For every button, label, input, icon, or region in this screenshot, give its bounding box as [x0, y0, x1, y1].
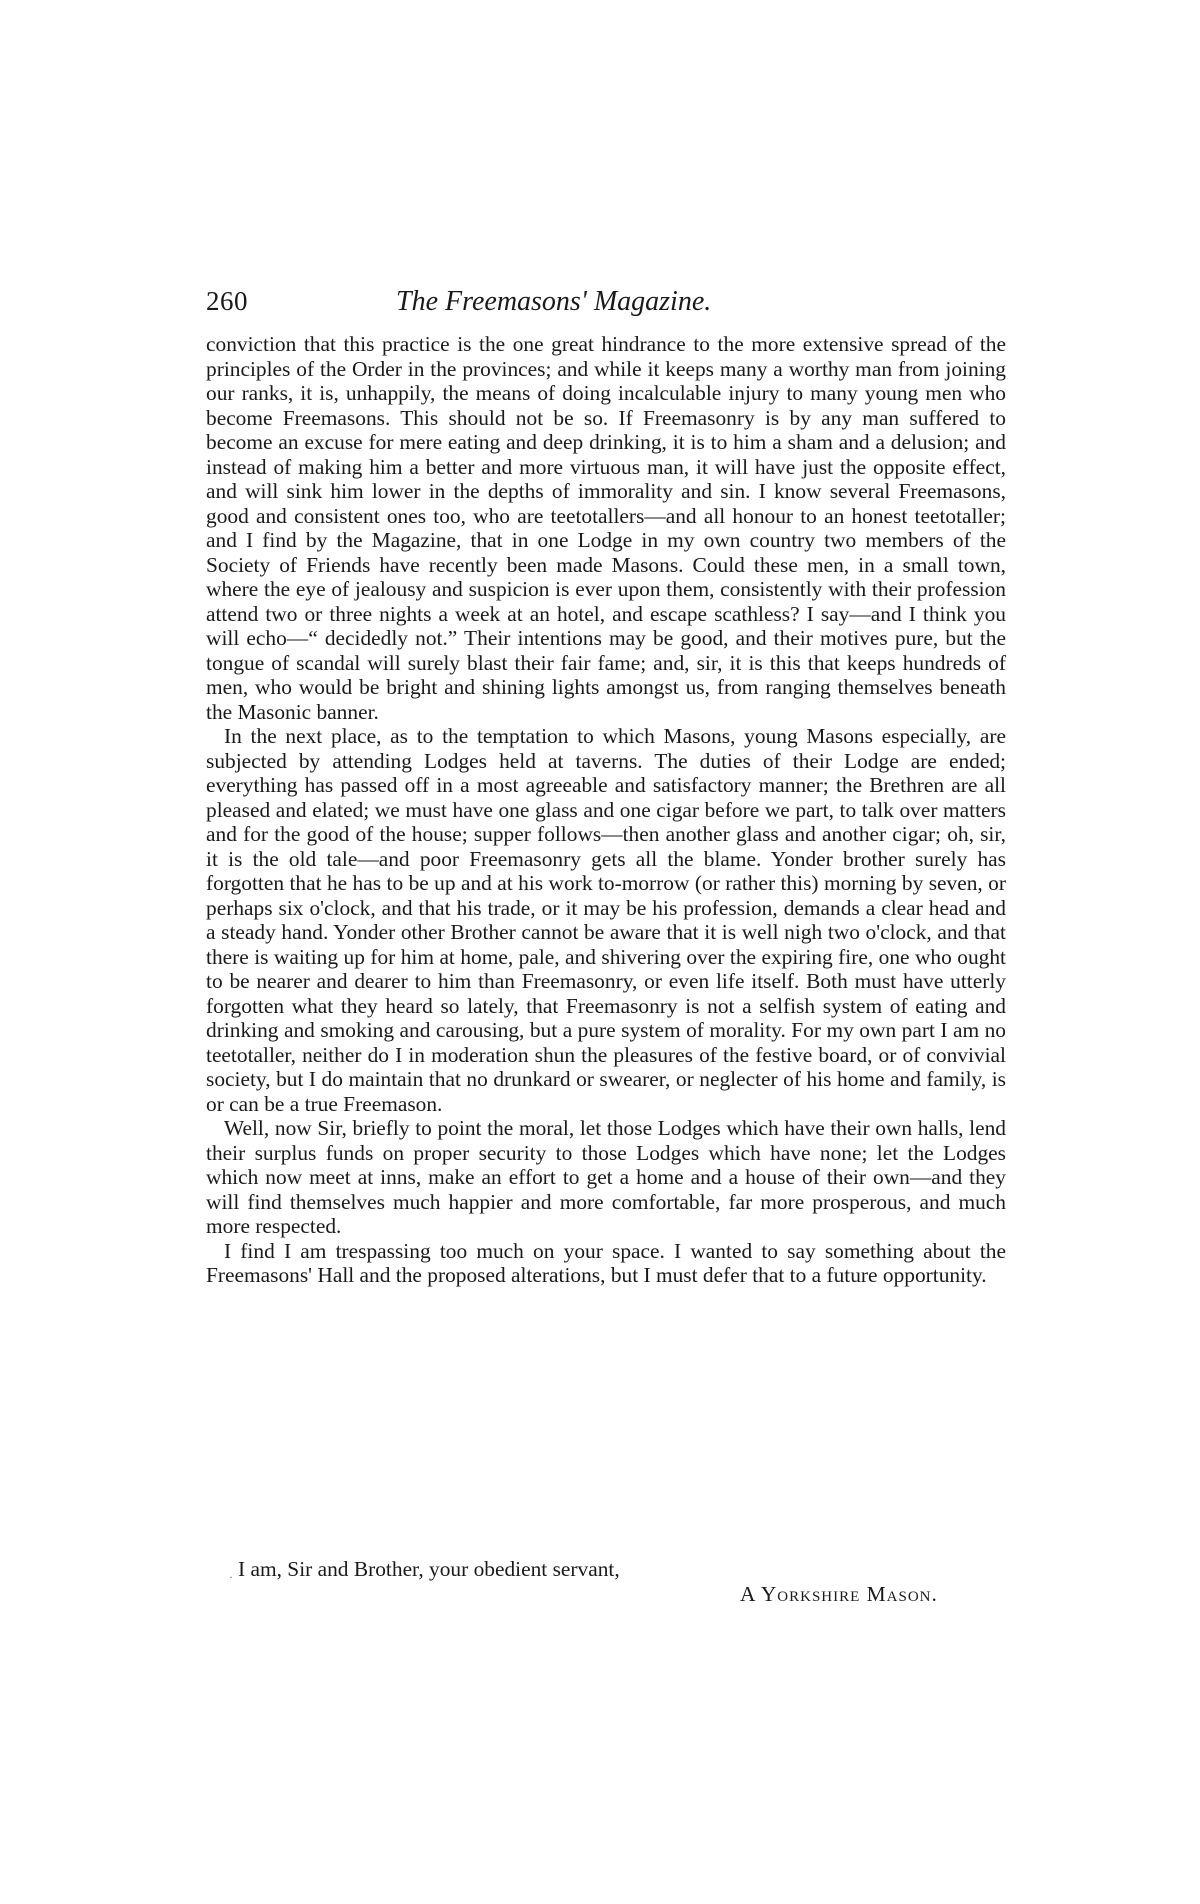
paragraph-1: conviction that this practice is the one great hindrance to the more extensive spread of the principles of the Order in the provinces; and while it keeps many a worthy man from joining our ranks, it is, unhappily, the means of doing incalculable injury to many young men who become Freemasons. This should not be so. If Freemasonry is by any man suffered to become an excuse for mere eating and deep drinking, it is to him a sham and a delusion; and instead of making him a better and more virtuous man, it will have just the opposite effect, and will sink him lower in the depths of immorality and sin. I know several Freemasons, good and consistent ones too, who are teetotallers—and all honour to an honest teetotaller; and I find by the Magazine, that in one Lodge in my own country two members of the Society of Friends have recently been made Masons. Could these men, in a small town, where the eye of jealousy and suspicion is ever upon them, consistently with their profession attend two or three nights a week at an hotel, and escape scathless? I say—and I think you will echo—“ decidedly not.” Their intentions may be good, and their motives pure, but the tongue of scandal will surely blast their fair fame; and, sir, it is this that keeps hundreds of men, who would be bright and shining lights amongst us, from ranging themselves beneath the Masonic banner. — [206, 332, 1006, 724]
article-body — [206, 332, 1006, 1288]
stray-ink-mark: · — [229, 1570, 233, 1584]
paragraph-2: In the next place, as to the temptation to which Masons, young Masons especially, are subjected by attending Lodges held at taverns. The duties of their Lodge are ended; everything has passed off in a most agreeable and satisfactory manner; the Brethren are all pleased and elated; we must have one glass and one cigar before we part, to talk over matters and for the good of the house; supper follows—then another glass and another cigar; oh, sir, it is the old tale—and poor Freemasonry gets all the blame. Yonder brother surely has forgotten that he has to be up and at his work to-morrow (or rather this) morning by seven, or perhaps six o'clock, and that his trade, or it may be his profession, demands a clear head and a steady hand. Yonder other Brother cannot be aware that it is well nigh two o'clock, and that there is waiting up for him at home, pale, and shivering over the expiring fire, one who ought to be nearer and dearer to him than Freemasonry, or even life itself. Both must have utterly forgotten what they heard so lately, that Freemasonry is not a selfish system of eating and drinking and smoking and carousing, but a pure system of morality. For my own part I am no teetotaller, neither do I in moderation shun the pleasures of the festive board, or of convivial society, but I do maintain that no drunkard or swearer, or neglecter of his home and family, is or can be a true Freemason. — [206, 724, 1006, 1116]
paragraph-3: Well, now Sir, briefly to point the moral, let those Lodges which have their own halls, lend their surplus funds on proper security to those Lodges which have none; let the Lodges which now meet at inns, make an effort to get a home and a house of their own—and they will find themselves much happier and more comfortable, far more prosperous, and much more respected. — [206, 1116, 1006, 1238]
journal-title: The Freemasons' Magazine. — [396, 286, 712, 317]
valediction: I am, Sir and Brother, your obedient servant, — [238, 1557, 620, 1581]
page-number: 260 — [206, 286, 248, 316]
running-head — [206, 286, 1006, 322]
signature: A Yorkshire Mason. — [740, 1582, 938, 1606]
paragraph-4: I find I am trespassing too much on your space. I wanted to say something about the Freemasons' Hall and the proposed alterations, but I must defer that to a future opportunity. — [206, 1238, 1006, 1287]
